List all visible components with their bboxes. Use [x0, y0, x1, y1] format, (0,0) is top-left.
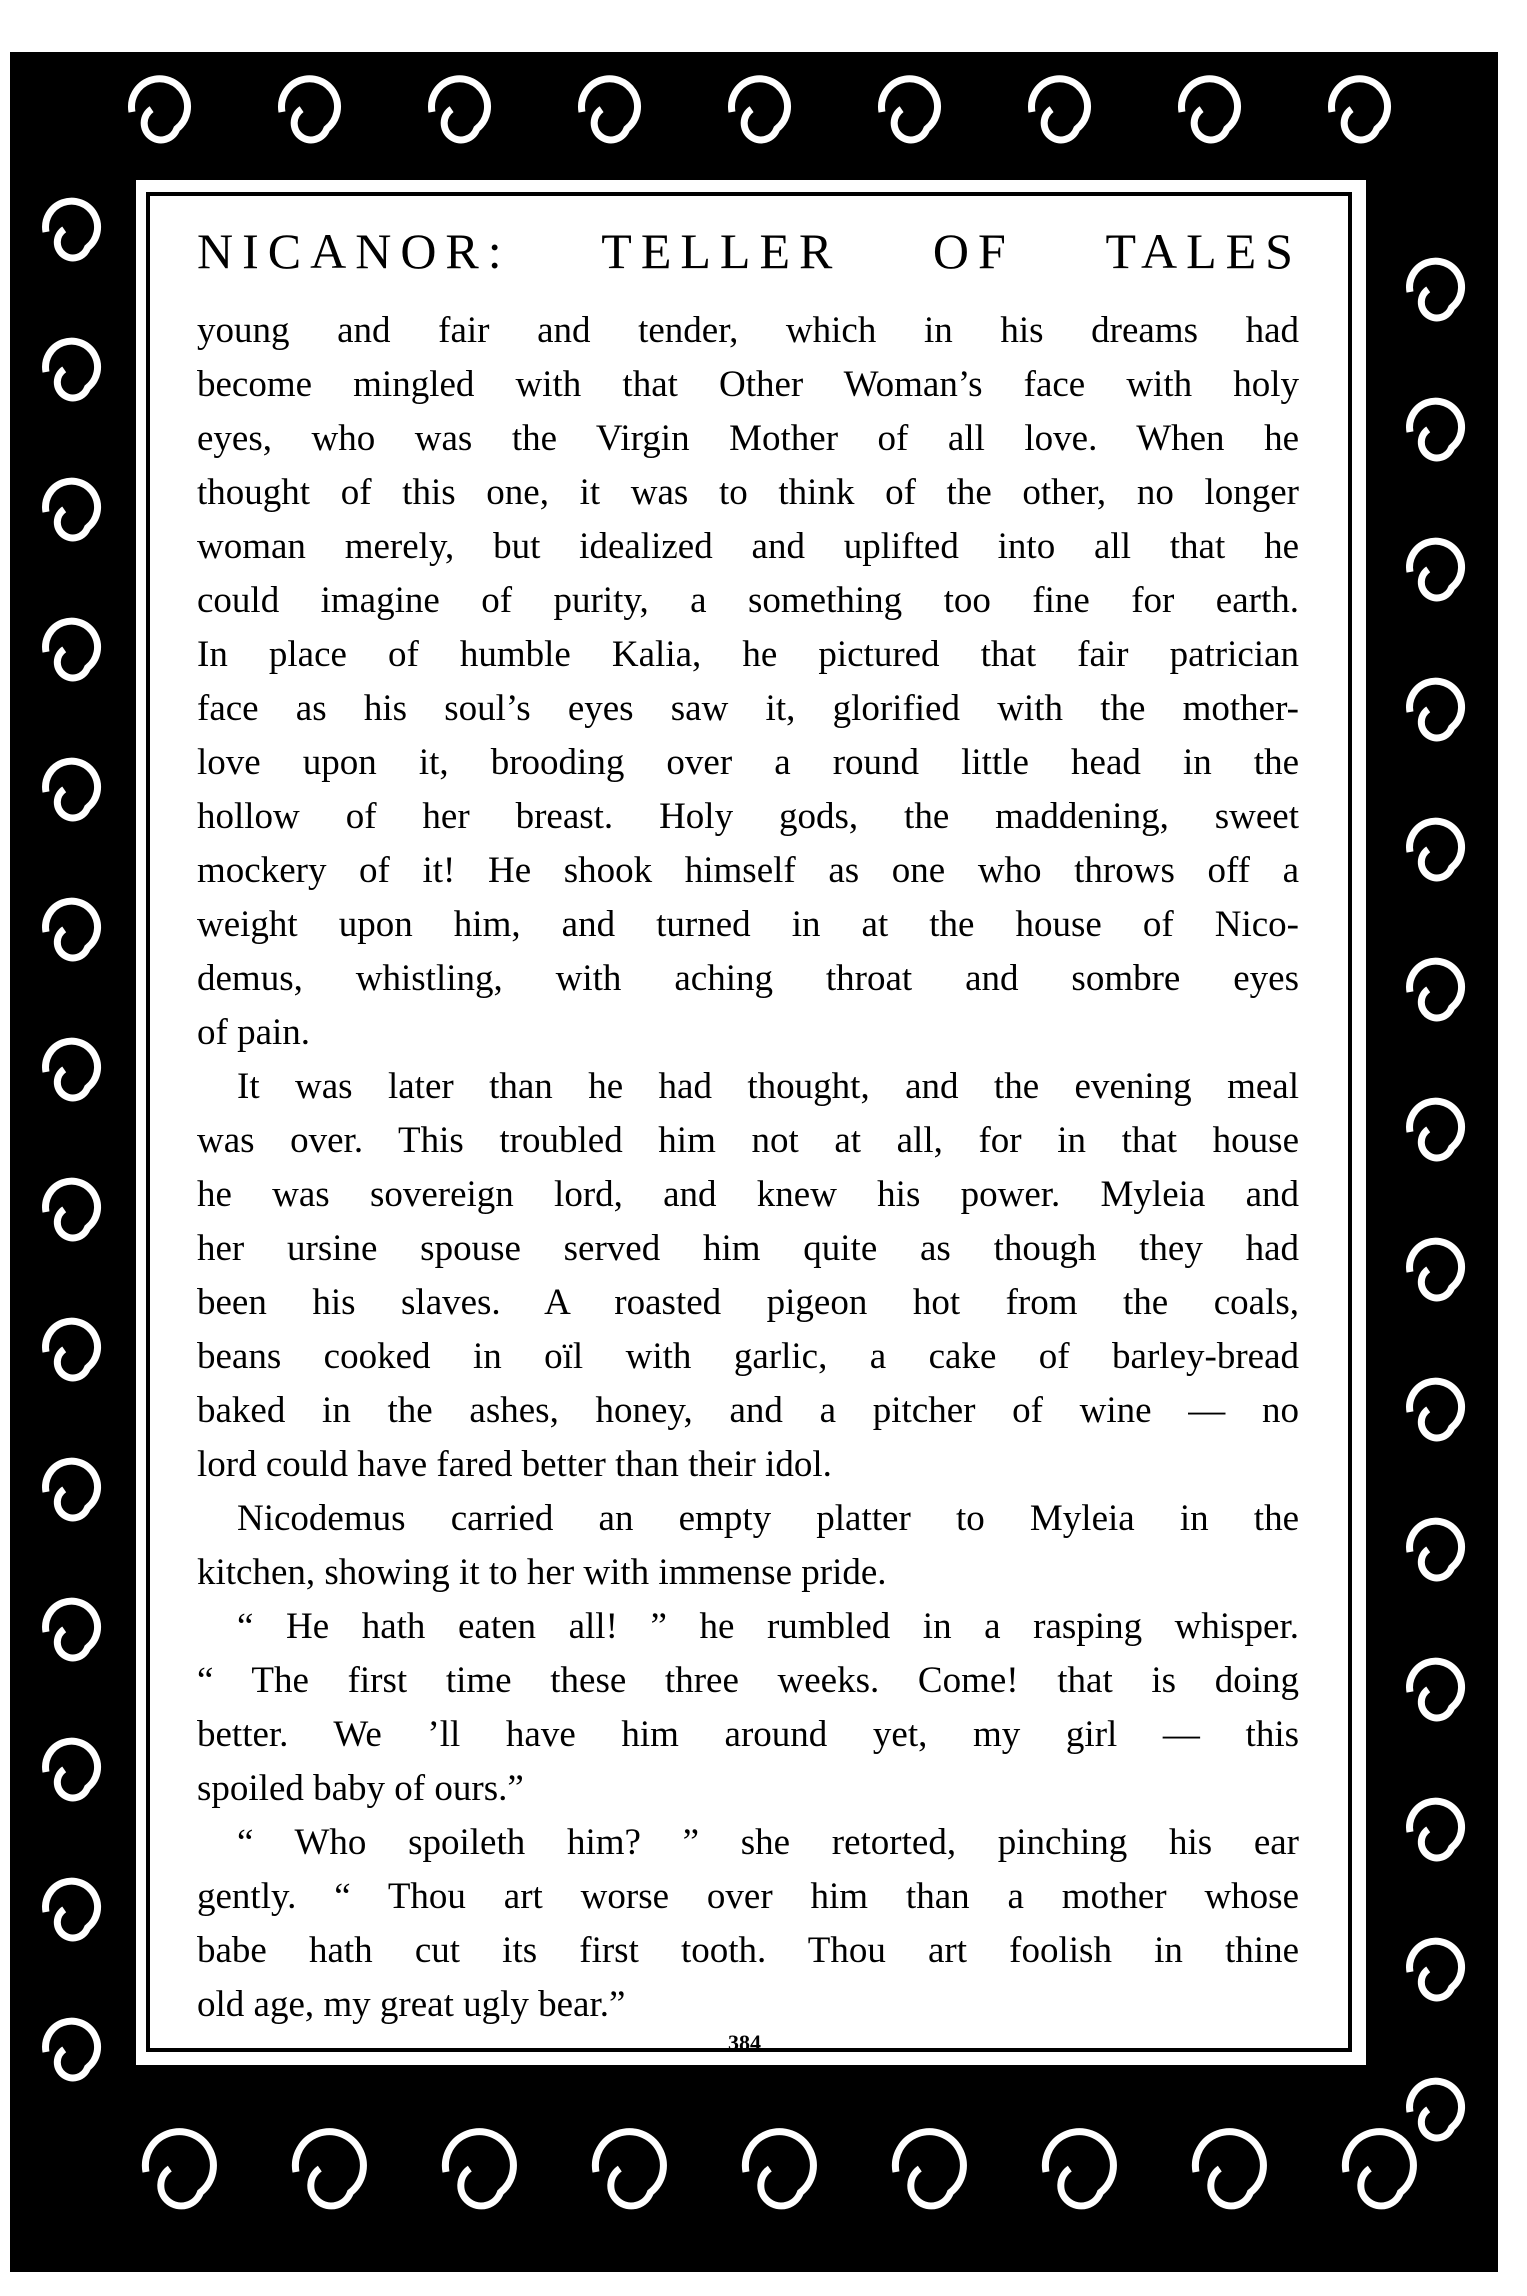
swirl-ornament [145, 2132, 213, 2206]
swirl-ornament [1410, 961, 1462, 1018]
text-line: face as his soul’s eyes saw it, glorified with the mother- [197, 688, 1299, 729]
swirl-ornament [46, 761, 98, 818]
text-line: “ The first time these three weeks. Come! that is doing [197, 1660, 1299, 1701]
swirl-ornament [1410, 1381, 1462, 1438]
swirl-ornament [1410, 1941, 1462, 1998]
swirl-ornament [1410, 261, 1462, 318]
swirl-ornament [1032, 79, 1088, 140]
text-line: eyes, who was the Virgin Mother of all love. When he [197, 418, 1299, 459]
text-line: “ He hath eaten all! ” he rumbled in a rasping whisper. [237, 1606, 1299, 1647]
swirl-ornament [595, 2132, 663, 2206]
text-line: her ursine spouse served him quite as though they had [197, 1228, 1299, 1269]
swirl-ornament [1410, 1521, 1462, 1578]
text-line: thought of this one, it was to think of the other, no longer [197, 472, 1299, 513]
running-title: NICANOR: TELLER OF TALES [197, 223, 1302, 279]
text-line: baked in the ashes, honey, and a pitcher of wine — no [197, 1390, 1299, 1431]
swirl-ornament [1195, 2132, 1263, 2206]
text-line: In place of humble Kalia, he pictured that fair patrician [197, 634, 1299, 675]
swirl-ornament [1410, 1661, 1462, 1718]
text-line: become mingled with that Other Woman’s face with holy [197, 364, 1299, 405]
swirl-ornament [46, 1041, 98, 1098]
text-line: spoiled baby of ours.” [197, 1768, 524, 1809]
text-line: of pain. [197, 1012, 311, 1053]
swirl-ornament [745, 2132, 813, 2206]
text-line: beans cooked in oïl with garlic, a cake of barley-bread [197, 1336, 1299, 1377]
text-line: Nicodemus carried an empty platter to Myleia in the [237, 1498, 1299, 1539]
swirl-ornament [46, 2021, 98, 2078]
swirl-ornament [282, 79, 338, 140]
swirl-ornament [46, 1461, 98, 1518]
text-line: It was later than he had thought, and the evening meal [237, 1066, 1299, 1107]
swirl-ornament [46, 621, 98, 678]
swirl-ornament [46, 1881, 98, 1938]
swirl-ornament [1410, 2081, 1462, 2138]
body-text [197, 304, 1299, 2032]
text-line: gently. “ Thou art worse over him than a mother whose [197, 1876, 1299, 1917]
swirl-ornament [732, 79, 788, 140]
swirl-ornament [432, 79, 488, 140]
swirl-ornament [1410, 401, 1462, 458]
swirl-ornament [1332, 79, 1388, 140]
text-line: young and fair and tender, which in his dreams had [197, 310, 1299, 351]
swirl-ornament [46, 1601, 98, 1658]
page-number: 384 [728, 2030, 761, 2055]
swirl-ornament [46, 1741, 98, 1798]
swirl-ornament [46, 1181, 98, 1238]
text-line: better. We ’ll have him around yet, my girl — this [197, 1714, 1299, 1755]
swirl-ornament [1045, 2132, 1113, 2206]
swirl-ornament [46, 481, 98, 538]
text-line: he was sovereign lord, and knew his power. Myleia and [197, 1174, 1299, 1215]
text-line: babe hath cut its first tooth. Thou art foolish in thine [197, 1930, 1299, 1971]
text-line: demus, whistling, with aching throat and sombre eyes [197, 958, 1299, 999]
text-line: love upon it, brooding over a round little head in the [197, 742, 1299, 783]
swirl-ornament [1410, 1101, 1462, 1158]
swirl-ornament [882, 79, 938, 140]
swirl-ornament [46, 201, 98, 258]
swirl-ornament [1410, 821, 1462, 878]
text-line: kitchen, showing it to her with immense pride. [197, 1552, 887, 1593]
text-line: woman merely, but idealized and uplifted into all that he [197, 526, 1299, 567]
swirl-ornament [1410, 1241, 1462, 1298]
swirl-ornament [1410, 541, 1462, 598]
swirl-ornament [445, 2132, 513, 2206]
text-line: old age, my great ugly bear.” [197, 1984, 626, 2025]
swirl-ornament [1410, 1801, 1462, 1858]
text-line: hollow of her breast. Holy gods, the maddening, sweet [197, 796, 1299, 837]
swirl-ornament [582, 79, 638, 140]
swirl-ornament [46, 341, 98, 398]
swirl-ornament [1345, 2132, 1413, 2206]
text-line: was over. This troubled him not at all, for in that house [197, 1120, 1299, 1161]
text-line: mockery of it! He shook himself as one who throws off a [197, 850, 1299, 891]
swirl-ornament [1410, 681, 1462, 738]
text-line: lord could have fared better than their idol. [197, 1444, 832, 1485]
swirl-ornament [295, 2132, 363, 2206]
swirl-ornament [895, 2132, 963, 2206]
text-line: “ Who spoileth him? ” she retorted, pinching his ear [237, 1822, 1299, 1863]
text-line: could imagine of purity, a something too fine for earth. [197, 580, 1299, 621]
text-line: been his slaves. A roasted pigeon hot from the coals, [197, 1282, 1299, 1323]
swirl-ornament [1182, 79, 1238, 140]
swirl-ornament [46, 1321, 98, 1378]
swirl-ornament [46, 901, 98, 958]
text-line: weight upon him, and turned in at the house of Nico- [197, 904, 1299, 945]
swirl-ornament [132, 79, 188, 140]
